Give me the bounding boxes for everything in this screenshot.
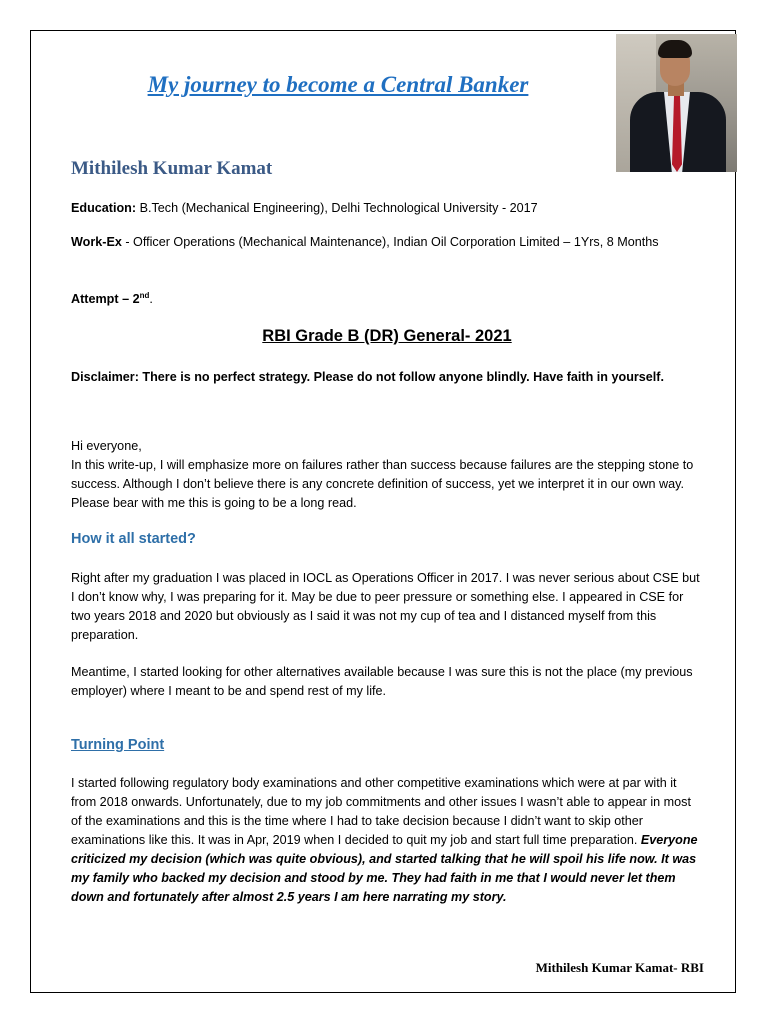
exam-heading: RBI Grade B (DR) General- 2021 [262, 327, 512, 345]
attempt-label: Attempt [71, 292, 119, 306]
footer-signature: Mithilesh Kumar Kamat- RBI [535, 960, 704, 975]
workex-value: - Officer Operations (Mechanical Maintenance), Indian Oil Corporation Limited – 1Yrs, 8 Months [121, 235, 659, 249]
education-line [71, 199, 703, 218]
education-value: B.Tech (Mechanical Engineering), Delhi Technological University - 2017 [136, 201, 538, 215]
disclaimer: Disclaimer: There is no perfect strategy. Please do not follow anyone blindly. Have faith in yourself. [71, 370, 664, 384]
section2-text: I started following regulatory body examinations and other competitive examinations which were at par with it from 2018 onwards. Unfortunately, due to my job commitments and other issues I wasn’t able to appear in most of the examinations and this is the time where I had to take decision because I didn’t want to skip other examinations like this. It was in Apr, 2019 when I decided to quit my job and start full time preparation. [71, 776, 691, 847]
section2-paragraph [71, 774, 703, 907]
attempt-tail: . [149, 292, 153, 306]
section1-paragraph-1: Right after my graduation I was placed in IOCL as Operations Officer in 2017. I was never serious about CSE but I don’t know why, I was preparing for it. May be due to peer pressure or something else. I appeared in CSE for two years 2018 and 2020 but obviously as I said it was not my cup of tea and I distanced myself from this preparation. [71, 571, 700, 642]
workex-line [71, 233, 703, 252]
attempt-value: – 2 [118, 292, 140, 306]
section1-paragraph-2: Meantime, I started looking for other alternatives available because I was sure this is not the place (my previous employer) where I meant to be and spend rest of my life. [71, 665, 693, 698]
intro-paragraph: In this write-up, I will emphasize more on failures rather than success because failures are the stepping stone to success. Although I don’t believe there is any concrete definition of success, yet we interpret it in our own way. Please bear with me this is going to be a long read. [71, 458, 694, 510]
workex-label: Work-Ex [71, 235, 122, 249]
section-heading-how-it-started: How it all started? [71, 531, 196, 547]
attempt-sup: nd [139, 290, 150, 300]
author-photo [616, 34, 737, 172]
section-heading-turning-point: Turning Point [71, 737, 165, 753]
document-title: My journey to become a Central Banker [147, 72, 529, 97]
education-label: Education: [71, 201, 137, 215]
author-name: Mithilesh Kumar Kamat [71, 158, 273, 179]
greeting: Hi everyone, [71, 439, 142, 453]
section2-emphasis: Everyone criticized my decision (which was quite obvious), and started talking that he will spoil his life now. It was my family who backed my decision and stood by me. They had faith in me that I would never let them down and fortunately after almost 2.5 years I am here narrating my story. [71, 833, 698, 904]
attempt-line [71, 290, 703, 309]
